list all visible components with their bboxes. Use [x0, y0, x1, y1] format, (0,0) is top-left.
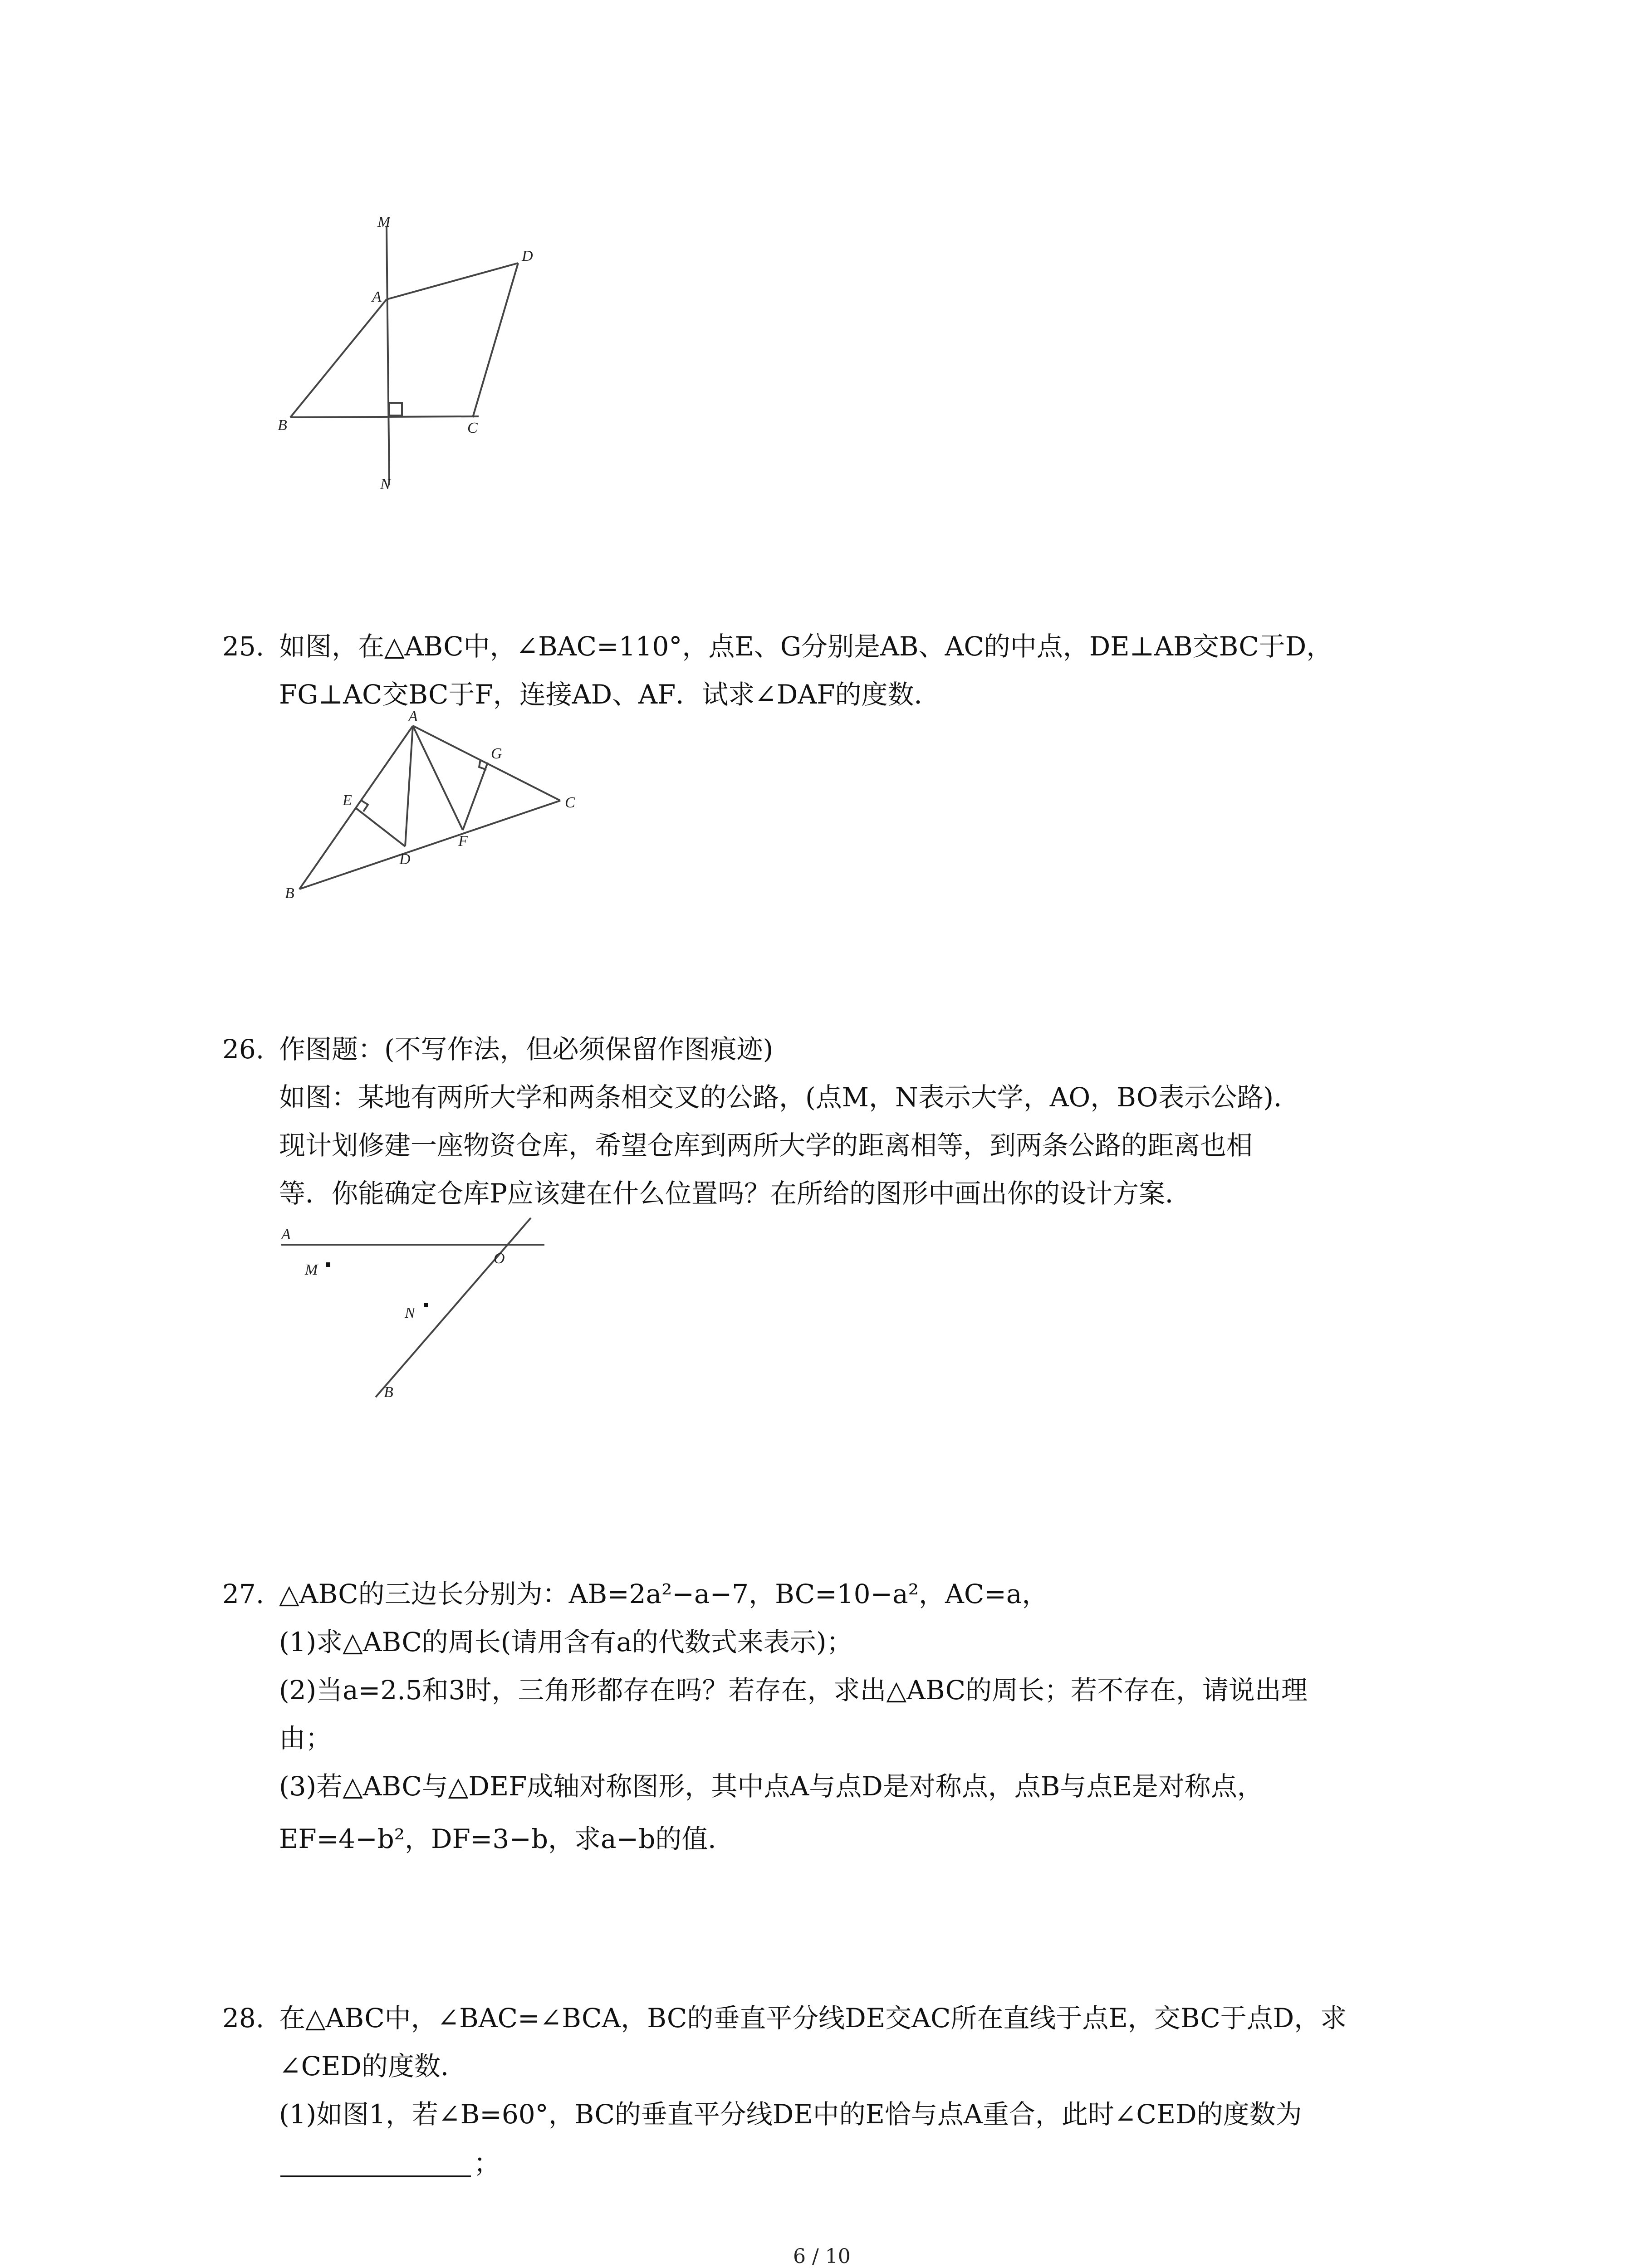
- q25-number: 25.: [222, 631, 265, 662]
- fig24-label-M: M: [377, 214, 391, 230]
- q28-answer-blank[interactable]: [280, 2152, 471, 2177]
- q28-number: 28.: [222, 2003, 265, 2033]
- fig26-label-B: B: [384, 1384, 393, 1401]
- q27-text-line4: 由；: [279, 1723, 332, 1754]
- q25-text-line1: 如图，在△ABC中，∠BAC=110°，点E、G分别是AB、AC的中点，DE⊥AB交BC于D，: [279, 631, 1333, 662]
- fig26-label-O: O: [494, 1250, 505, 1267]
- fig24-label-B: B: [278, 417, 287, 434]
- q27-text-line5: (3)若△ABC与△DEF成轴对称图形，其中点A与点D是对称点，点B与点E是对称点，: [279, 1771, 1264, 1802]
- q28-text-line1: 在△ABC中，∠BAC=∠BCA，BC的垂直平分线DE交AC所在直线于点E，交BC于点D，求: [279, 2003, 1347, 2033]
- q26-number: 26.: [222, 1034, 265, 1065]
- q26-text-line3: 现计划修建一座物资仓库，希望仓库到两所大学的距离相等，到两条公路的距离也相: [279, 1130, 1253, 1161]
- fig25-label-A: A: [408, 708, 418, 725]
- fig26-label-A: A: [281, 1226, 291, 1243]
- fig24-label-D: D: [522, 248, 533, 264]
- q26-text-line2: 如图：某地有两所大学和两条相交叉的公路，(点M，N表示大学，AO，BO表示公路)．: [279, 1082, 1300, 1113]
- fig24-label-N: N: [380, 476, 391, 493]
- q28-text-line3: (1)如图1，若∠B=60°，BC的垂直平分线DE中的E恰与点A重合，此时∠CED的度数为: [279, 2099, 1302, 2130]
- fig25-label-B: B: [285, 885, 294, 902]
- fig25-label-E: E: [343, 792, 352, 809]
- fig24-label-C: C: [467, 420, 478, 436]
- fig26-label-M: M: [305, 1261, 318, 1278]
- figure-q25: [277, 708, 594, 907]
- q25-text-line2: FG⊥AC交BC于F，连接AD、AF．试求∠DAF的度数．: [279, 679, 941, 710]
- fig24-label-A: A: [372, 288, 382, 305]
- q27-text-line6: EF=4−b²，DF=3−b，求a−b的值．: [279, 1823, 735, 1854]
- q27-text-line3: (2)当a=2.5和3时，三角形都存在吗？若存在，求出△ABC的周长；若不存在，请说出理: [279, 1675, 1308, 1706]
- fig25-label-G: G: [491, 745, 502, 762]
- q26-text-line1: 作图题：(不写作法，但必须保留作图痕迹): [279, 1034, 774, 1065]
- figure-q24: [272, 213, 554, 503]
- q28-text-line4-suffix: ；: [474, 2148, 500, 2179]
- q26-text-line4: 等．你能确定仓库P应该建在什么位置吗？在所给的图形中画出你的设计方案．: [279, 1178, 1192, 1209]
- q28-text-line2: ∠CED的度数．: [279, 2051, 467, 2082]
- fig26-label-N: N: [405, 1305, 415, 1321]
- fig25-label-F: F: [458, 833, 468, 850]
- fig25-label-C: C: [565, 794, 575, 811]
- q27-text-line1: △ABC的三边长分别为：AB=2a²−a−7，BC=10−a²，AC=a，: [279, 1579, 1048, 1609]
- q27-number: 27.: [222, 1579, 265, 1609]
- fig25-label-D: D: [399, 851, 411, 868]
- page-number: 6 / 10: [793, 2245, 851, 2268]
- q27-text-line2: (1)求△ABC的周长(请用含有a的代数式来表示)；: [279, 1627, 853, 1657]
- figure-q26: [272, 1216, 563, 1406]
